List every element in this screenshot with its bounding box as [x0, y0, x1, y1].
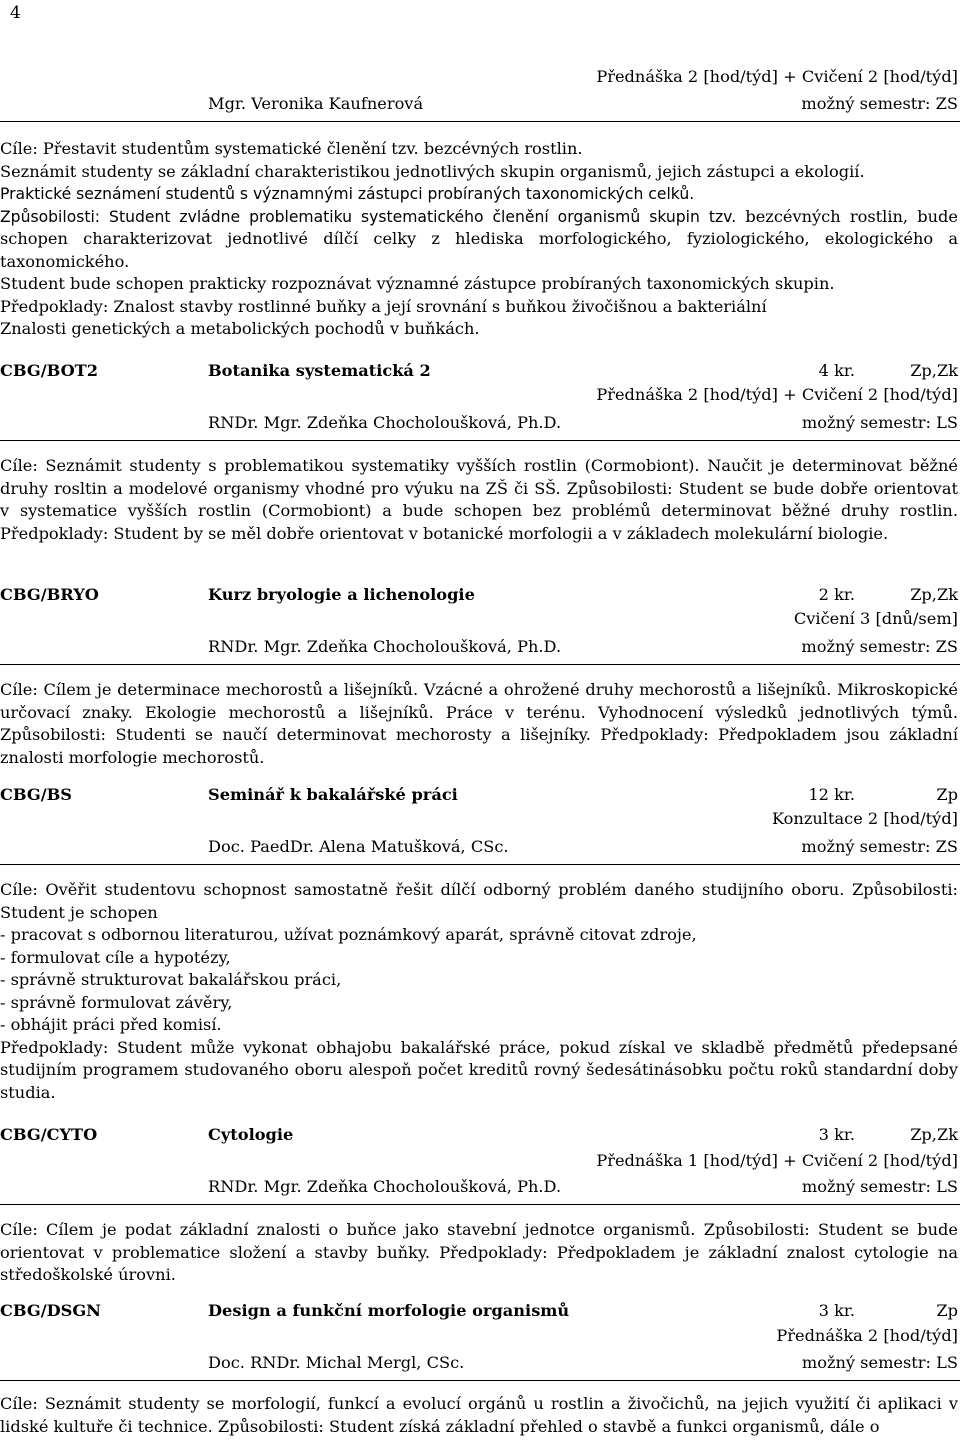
course-title: Botanika systematická 2 [208, 361, 431, 380]
course-text-2: Předpoklady: Student může vykonat obhajobu bakalářské práce, pokud získal ve skladbě předmětů předepsané studijním programem studovaného oboru alespoň počet kreditů rovný šedesátinásobku počtu roků standardní doby studia. [0, 1037, 958, 1102]
course-text: Cíle: Seznámit studenty s problematikou systematiky vyšších rostlin (Cormobiont). Naučit je determinovat běžné druhy rosltin a modelové organismy vhodné pro výuku na ZŠ či SŠ. Způsobilosti: Student se bude dobře orientovat v systematice vyšších rostlin (Cormobiont) a bude schopen bez problémů determinovat běžné druhy rostlin. Předpoklady: Student by se měl dobře orientovat v botanické morfologii a v základech molekulární biologie. [0, 456, 958, 543]
list-item: - správně formulovat závěry, [0, 992, 233, 1012]
prev-course-line: Praktické seznámení studentů s významnými zástupci probíraných taxonomických celků. [0, 185, 695, 203]
course-credits: 12 kr. [808, 785, 855, 804]
course-code: CBG/BRYO [0, 585, 99, 604]
prev-course-line: Student bude schopen prakticky rozpoznávat významné zástupce probíraných taxonomických skupin. [0, 274, 835, 293]
course-teacher: RNDr. Mgr. Zdeňka Chocholoušková, Ph.D. [208, 637, 562, 656]
page-number: 4 [10, 3, 21, 23]
course-text: Cíle: Cílem je podat základní znalosti o buňce jako stavební jednotce organismů. Způsobilosti: Student se bude orientovat v problematice složení a stavby buňky. Předpoklady: Předpokladem je základní znalost cytologie na středoškolské úrovni. [0, 1220, 958, 1284]
course-text: Cíle: Seznámit studenty se morfologií, funkcí a evolucí orgánů u rostlin a živočichů, na jejich využití či aplikaci v lidské kultuře či technice. Způsobilosti: Student získá základní přehled o stavbě a funkci organismů, dále o [0, 1394, 958, 1436]
course-code: CBG/BOT2 [0, 361, 98, 380]
course-completion: Zp,Zk [910, 585, 958, 604]
course-hours-row [0, 608, 960, 632]
divider [0, 1204, 960, 1205]
course-code: CBG/BS [0, 785, 72, 804]
course-semester: možný semestr: LS [801, 1177, 958, 1196]
list-item: - formulovat cíle a hypotézy, [0, 947, 231, 967]
course-completion: Zp,Zk [910, 1125, 958, 1144]
course-text: Cíle: Cílem je determinace mechorostů a lišejníků. Vzácné a ohrožené druhy mechorostů a lišejníků. Mikroskopické určovací znaky. Ekologie mechorostů a lišejníků. Práce v terénu. Vyhodnocení výsledků jednotlivých týmů. Způsobilosti: Studenti se naučí determinovat mechorosty a lišejníky. Předpoklady: Předpokladem jsou základní znalosti morfologie mechorostů. [0, 680, 958, 767]
course-text: Cíle: Ověřit studentovu schopnost samostatně řešit dílčí odborný problém daného studijního oboru. Způsobilosti: Student je schopen [0, 880, 958, 922]
course-completion: Zp [936, 1301, 958, 1320]
course-teacher-row [0, 836, 960, 860]
course-code: CBG/DSGN [0, 1301, 101, 1320]
prev-course-skills-cont: bezcévných rostlin, bude schopen charakterizovat jednotlivé dílčí celky z hlediska morfologického, fyziologického, ekologického a taxonomického. [0, 206, 958, 271]
prev-course-line: Cíle: Přestavit studentům systematické členění tzv. bezcévných rostlin. [0, 139, 583, 158]
course-title: Seminář k bakalářské práci [208, 785, 458, 804]
course-teacher: Doc. RNDr. Michal Mergl, CSc. [208, 1353, 465, 1372]
course-completion: Zp,Zk [910, 361, 958, 380]
course-hours: Přednáška 1 [hod/týd] + Cvičení 2 [hod/týd] [596, 1151, 958, 1170]
course-header [0, 1124, 960, 1148]
course-title: Design a funkční morfologie organismů [208, 1301, 570, 1320]
course-teacher: RNDr. Mgr. Zdeňka Chocholoušková, Ph.D. [208, 1177, 562, 1196]
prev-course-teacher: Mgr. Veronika Kaufnerová [208, 94, 424, 113]
prev-course-line: Znalosti genetických a metabolických pochodů v buňkách. [0, 319, 480, 338]
course-teacher-row [0, 412, 960, 436]
course-semester: možný semestr: LS [801, 1353, 958, 1372]
list-item: - pracovat s odbornou literaturou, užívat poznámkový aparát, správně citovat zdroje, [0, 925, 697, 944]
course-header [0, 784, 960, 808]
divider [0, 121, 960, 122]
course-credits: 4 kr. [818, 361, 855, 380]
course-teacher: RNDr. Mgr. Zdeňka Chocholoušková, Ph.D. [208, 413, 562, 432]
course-hours: Cvičení 3 [dnů/sem] [793, 609, 958, 628]
course-description [0, 679, 958, 769]
course-teacher-row [0, 636, 960, 660]
course-semester: možný semestr: ZS [801, 837, 958, 856]
course-semester: možný semestr: LS [801, 413, 958, 432]
prev-course-line: Seznámit studenty se základní charakteristikou jednotlivých skupin organismů, jejich zástupci a ekologií. [0, 161, 865, 181]
course-title: Cytologie [208, 1125, 294, 1144]
prev-course-description [0, 138, 958, 341]
course-description [0, 879, 958, 1104]
course-hours: Konzultace 2 [hod/týd] [772, 809, 958, 828]
prev-course-line: Předpoklady: Znalost stavby rostlinné buňky a její srovnání s buňkou živočišnou a bakteriální [0, 296, 767, 316]
course-credits: 3 kr. [818, 1301, 855, 1320]
course-hours-row [0, 1150, 960, 1174]
course-hours-row [0, 1325, 960, 1349]
prev-course-semester: možný semestr: ZS [801, 94, 958, 113]
course-hours: Přednáška 2 [hod/týd] [776, 1326, 958, 1345]
prev-course-hours-row [0, 66, 960, 90]
course-credits: 3 kr. [818, 1125, 855, 1144]
prev-course-skills: Způsobilosti: Student zvládne problematiku systematického členění organismů skupin tzv. [0, 207, 737, 226]
prev-course-line [0, 206, 958, 274]
course-hours-row [0, 384, 960, 408]
course-credits: 2 kr. [818, 585, 855, 604]
course-hours-row [0, 808, 960, 832]
course-header [0, 360, 960, 384]
list-item: - obhájit práci před komisí. [0, 1015, 222, 1034]
course-title: Kurz bryologie a lichenologie [208, 585, 475, 604]
divider [0, 664, 960, 665]
prev-course-teacher-row [0, 93, 960, 117]
course-description [0, 455, 958, 545]
divider [0, 440, 960, 441]
divider [0, 1380, 960, 1381]
course-semester: možný semestr: ZS [801, 637, 958, 656]
course-teacher-row [0, 1176, 960, 1200]
list-item: - správně strukturovat bakalářskou práci, [0, 970, 342, 989]
prev-course-hours: Přednáška 2 [hod/týd] + Cvičení 2 [hod/týd] [596, 67, 958, 86]
course-description [0, 1219, 958, 1287]
course-header [0, 1300, 960, 1324]
course-teacher: Doc. PaedDr. Alena Matušková, CSc. [208, 837, 509, 856]
course-description [0, 1393, 958, 1438]
course-hours: Přednáška 2 [hod/týd] + Cvičení 2 [hod/týd] [596, 385, 958, 404]
course-code: CBG/CYTO [0, 1125, 98, 1144]
course-header [0, 584, 960, 608]
course-completion: Zp [936, 785, 958, 804]
divider [0, 864, 960, 865]
course-teacher-row [0, 1352, 960, 1376]
